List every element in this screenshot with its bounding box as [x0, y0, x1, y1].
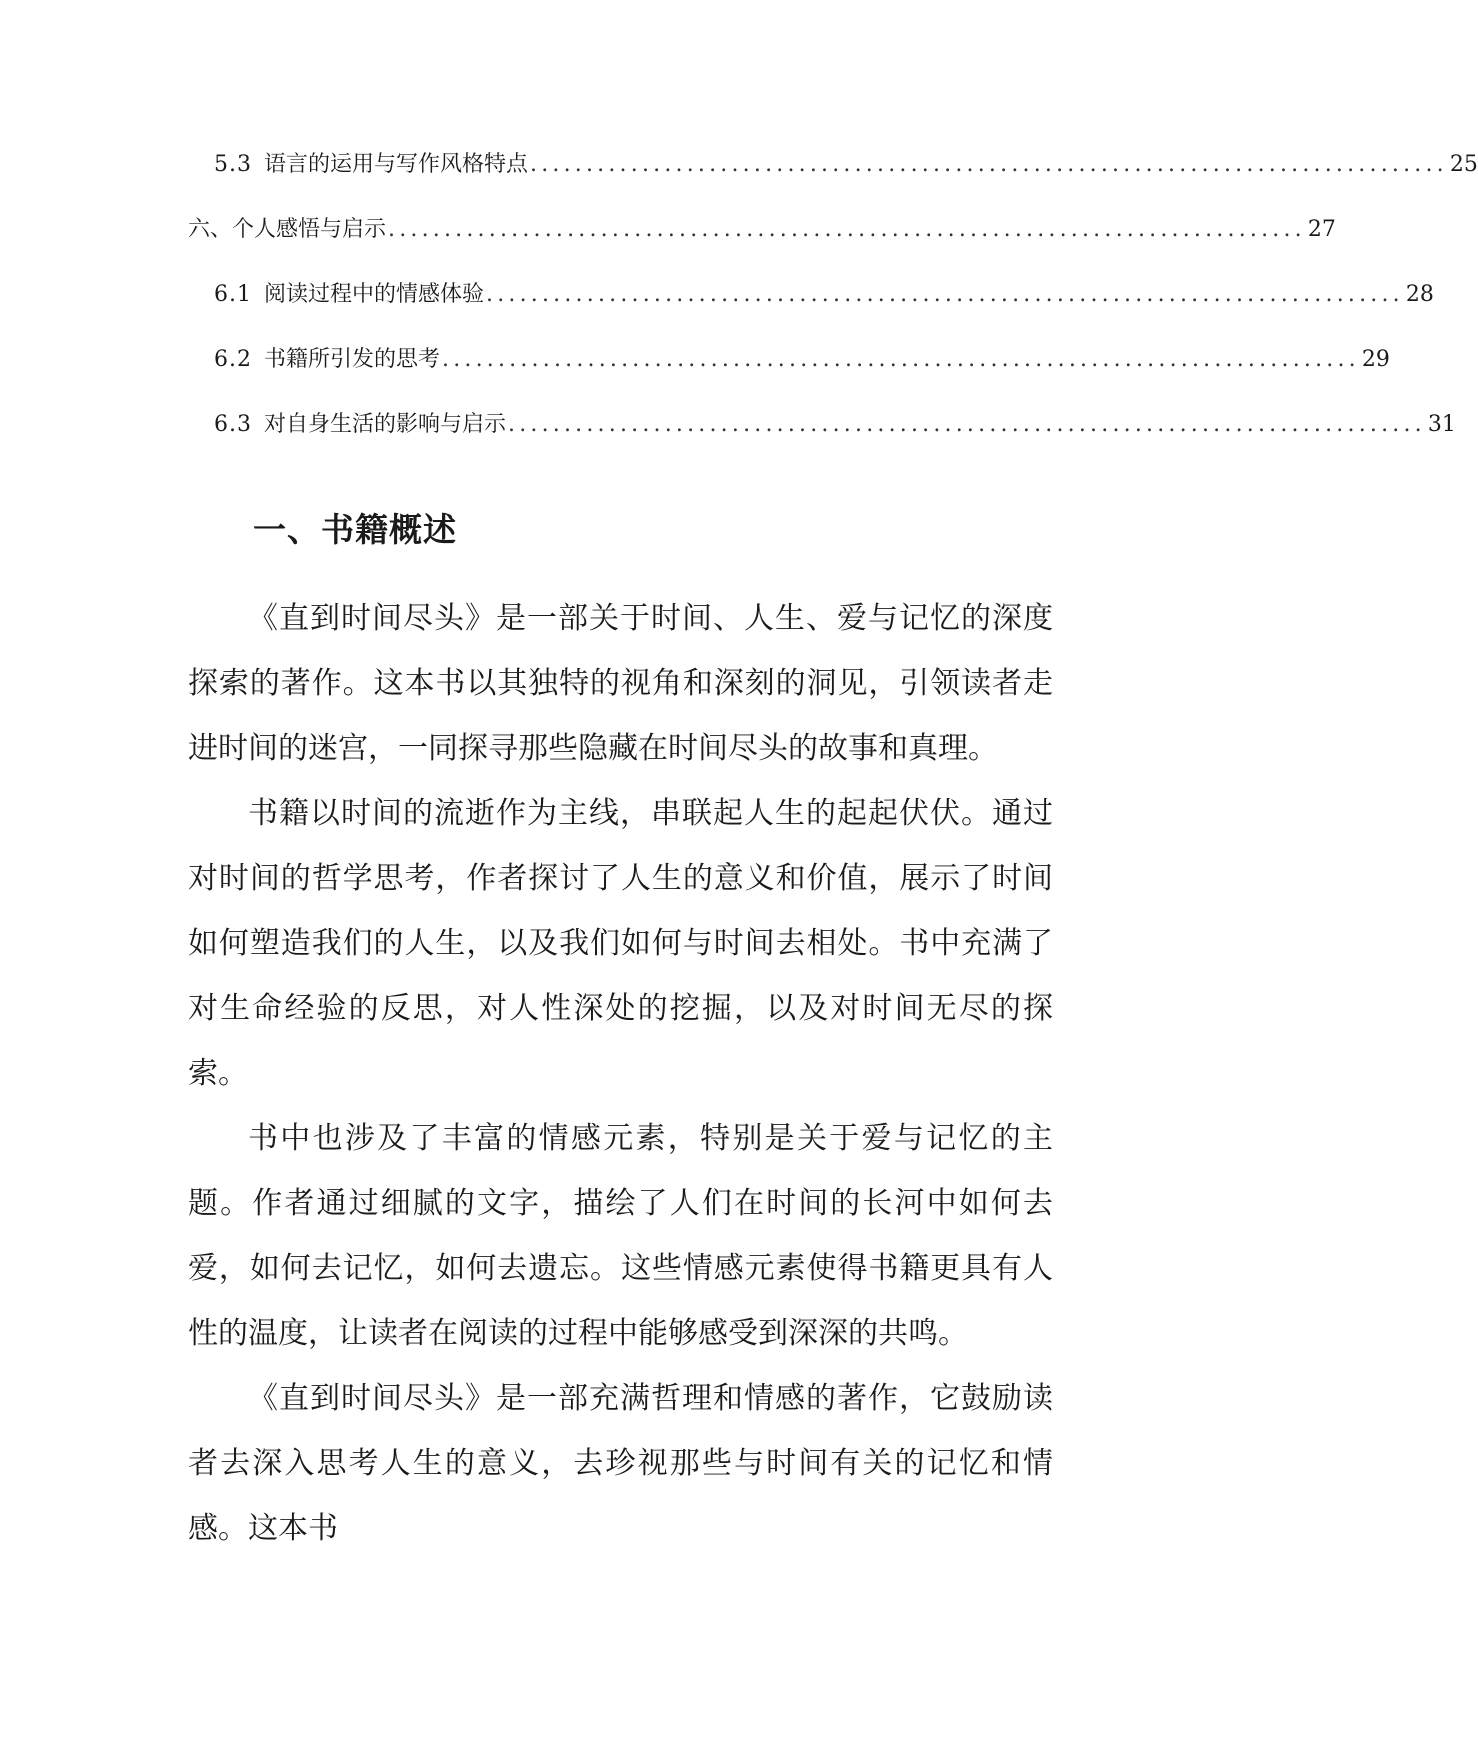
toc-entry-title: 书籍所引发的思考 — [264, 347, 441, 372]
toc-leader-dots: .................................................................................. — [388, 217, 1306, 242]
toc-entry-page: 28 — [1405, 282, 1434, 307]
toc-entry-6-1[interactable] — [188, 278, 1434, 343]
section-body — [188, 586, 1053, 1561]
toc-leader-dots: .................................................................................. — [530, 152, 1448, 177]
toc-leader-dots: .................................................................................. — [442, 347, 1360, 372]
section-heading: 一、书籍概述 — [253, 510, 457, 549]
toc-entry-title: 语言的运用与写作风格特点 — [264, 152, 529, 177]
toc-leader-dots: .................................................................................. — [486, 282, 1404, 307]
body-paragraph: 书籍以时间的流逝作为主线，串联起人生的起起伏伏。通过对时间的哲学思考，作者探讨了人生的意义和价值，展示了时间如何塑造我们的人生，以及我们如何与时间去相处。书中充满了对生命经验的反思，对人性深处的挖掘，以及对时间无尽的探索。 — [188, 796, 1053, 1091]
toc-entry-chapter-6[interactable] — [188, 213, 1336, 278]
toc-entry-5-3[interactable] — [188, 148, 1478, 213]
toc-leader-dots: .................................................................................. — [508, 412, 1426, 437]
toc-entry-number: 6.1 — [214, 282, 252, 307]
toc-entry-page: 29 — [1361, 347, 1390, 372]
toc-entry-6-2[interactable] — [188, 343, 1390, 408]
toc-entry-title: 阅读过程中的情感体验 — [264, 282, 485, 307]
body-paragraph: 《直到时间尽头》是一部充满哲理和情感的著作，它鼓励读者去深入思考人生的意义，去珍视那些与时间有关的记忆和情感。这本书 — [188, 1381, 1053, 1546]
body-paragraph: 书中也涉及了丰富的情感元素，特别是关于爱与记忆的主题。作者通过细腻的文字，描绘了人们在时间的长河中如何去爱，如何去记忆，如何去遗忘。这些情感元素使得书籍更具有人性的温度，让读者在阅读的过程中能够感受到深深的共鸣。 — [188, 1121, 1053, 1351]
toc-entry-6-3[interactable] — [188, 408, 1456, 473]
table-of-contents — [188, 148, 1478, 473]
toc-entry-title: 六、个人感悟与启示 — [188, 217, 387, 242]
toc-entry-number: 5.3 — [214, 152, 252, 177]
toc-entry-number: 6.3 — [214, 412, 252, 437]
toc-entry-page: 25 — [1449, 152, 1478, 177]
toc-entry-number: 6.2 — [214, 347, 252, 372]
toc-entry-page: 31 — [1427, 412, 1456, 437]
toc-entry-title: 对自身生活的影响与启示 — [264, 412, 507, 437]
body-paragraph: 《直到时间尽头》是一部关于时间、人生、爱与记忆的深度探索的著作。这本书以其独特的视角和深刻的洞见，引领读者走进时间的迷宫，一同探寻那些隐藏在时间尽头的故事和真理。 — [188, 601, 1053, 766]
toc-entry-page: 27 — [1307, 217, 1336, 242]
